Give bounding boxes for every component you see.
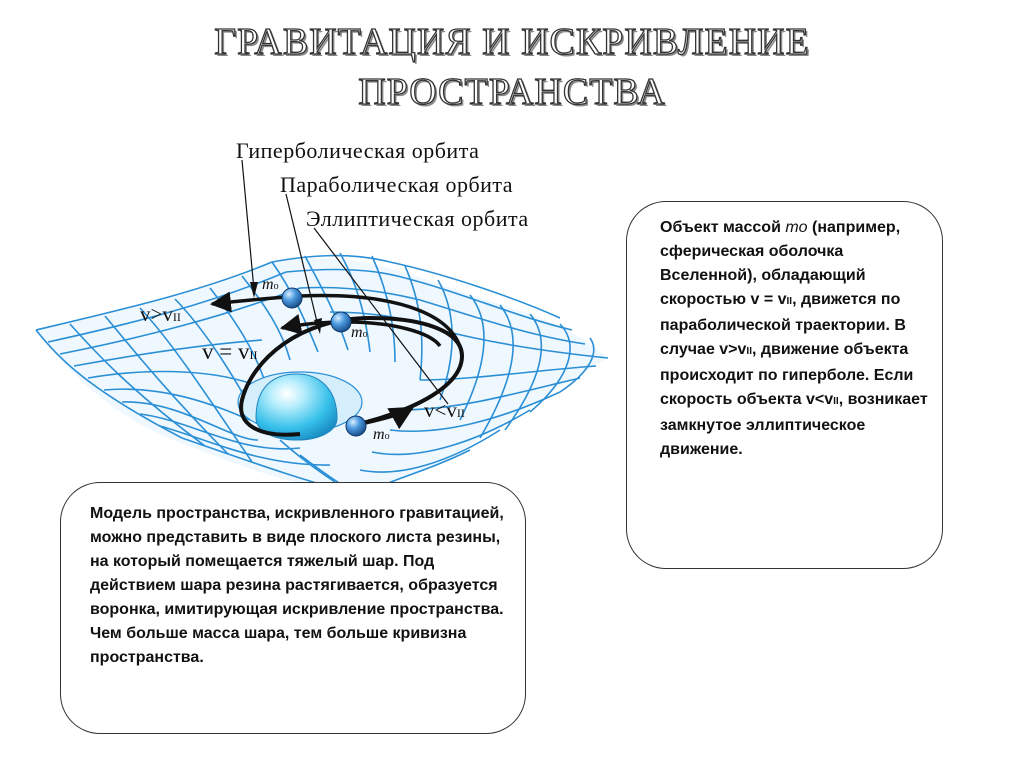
parabolic-orbit-label: Параболическая орбита	[280, 172, 514, 197]
velocity-greater-label: v>vII	[140, 302, 181, 326]
page-title-line1: ГРАВИТАЦИЯ И ИСКРИВЛЕНИЕ	[214, 21, 810, 63]
mass-label-hyperbolic: mo	[262, 276, 279, 293]
mass-ball-elliptic	[346, 416, 366, 436]
hyperbolic-orbit-label: Гиперболическая орбита	[236, 138, 480, 163]
page-title-line2: ПРОСТРАНСТВА	[358, 71, 666, 113]
velocity-less-label: v<vII	[424, 398, 465, 422]
mass-label-elliptic: mo	[373, 426, 390, 443]
elliptic-orbit-label: Эллиптическая орбита	[306, 206, 529, 231]
mass-ball-hyperbolic	[282, 288, 302, 308]
mass-label-parabolic: mo	[351, 324, 368, 341]
parabolic-explanation-text: Объект массой mo (например, сферическая оболочка Вселенной), обладающий скоростью v = vII, движется по параболической траектории. В случае v>vII, движение объекта происходит по гиперболе. Если скорость объекта v<vII, возникает замкнутое эллиптическое движение.	[660, 219, 928, 458]
rubber-sheet-model-text: Модель пространства, искривленного гравитацией, можно представить в виде плоского листа резины, на который помещается тяжелый шар. Под действием шара резина растягивается, образуется воронка, имитирующая искривление пространства. Чем больше масса шара, тем больше кривизна пространства.	[90, 505, 504, 666]
mass-ball-parabolic	[331, 312, 351, 332]
velocity-equal-label: v = vII	[202, 339, 258, 364]
